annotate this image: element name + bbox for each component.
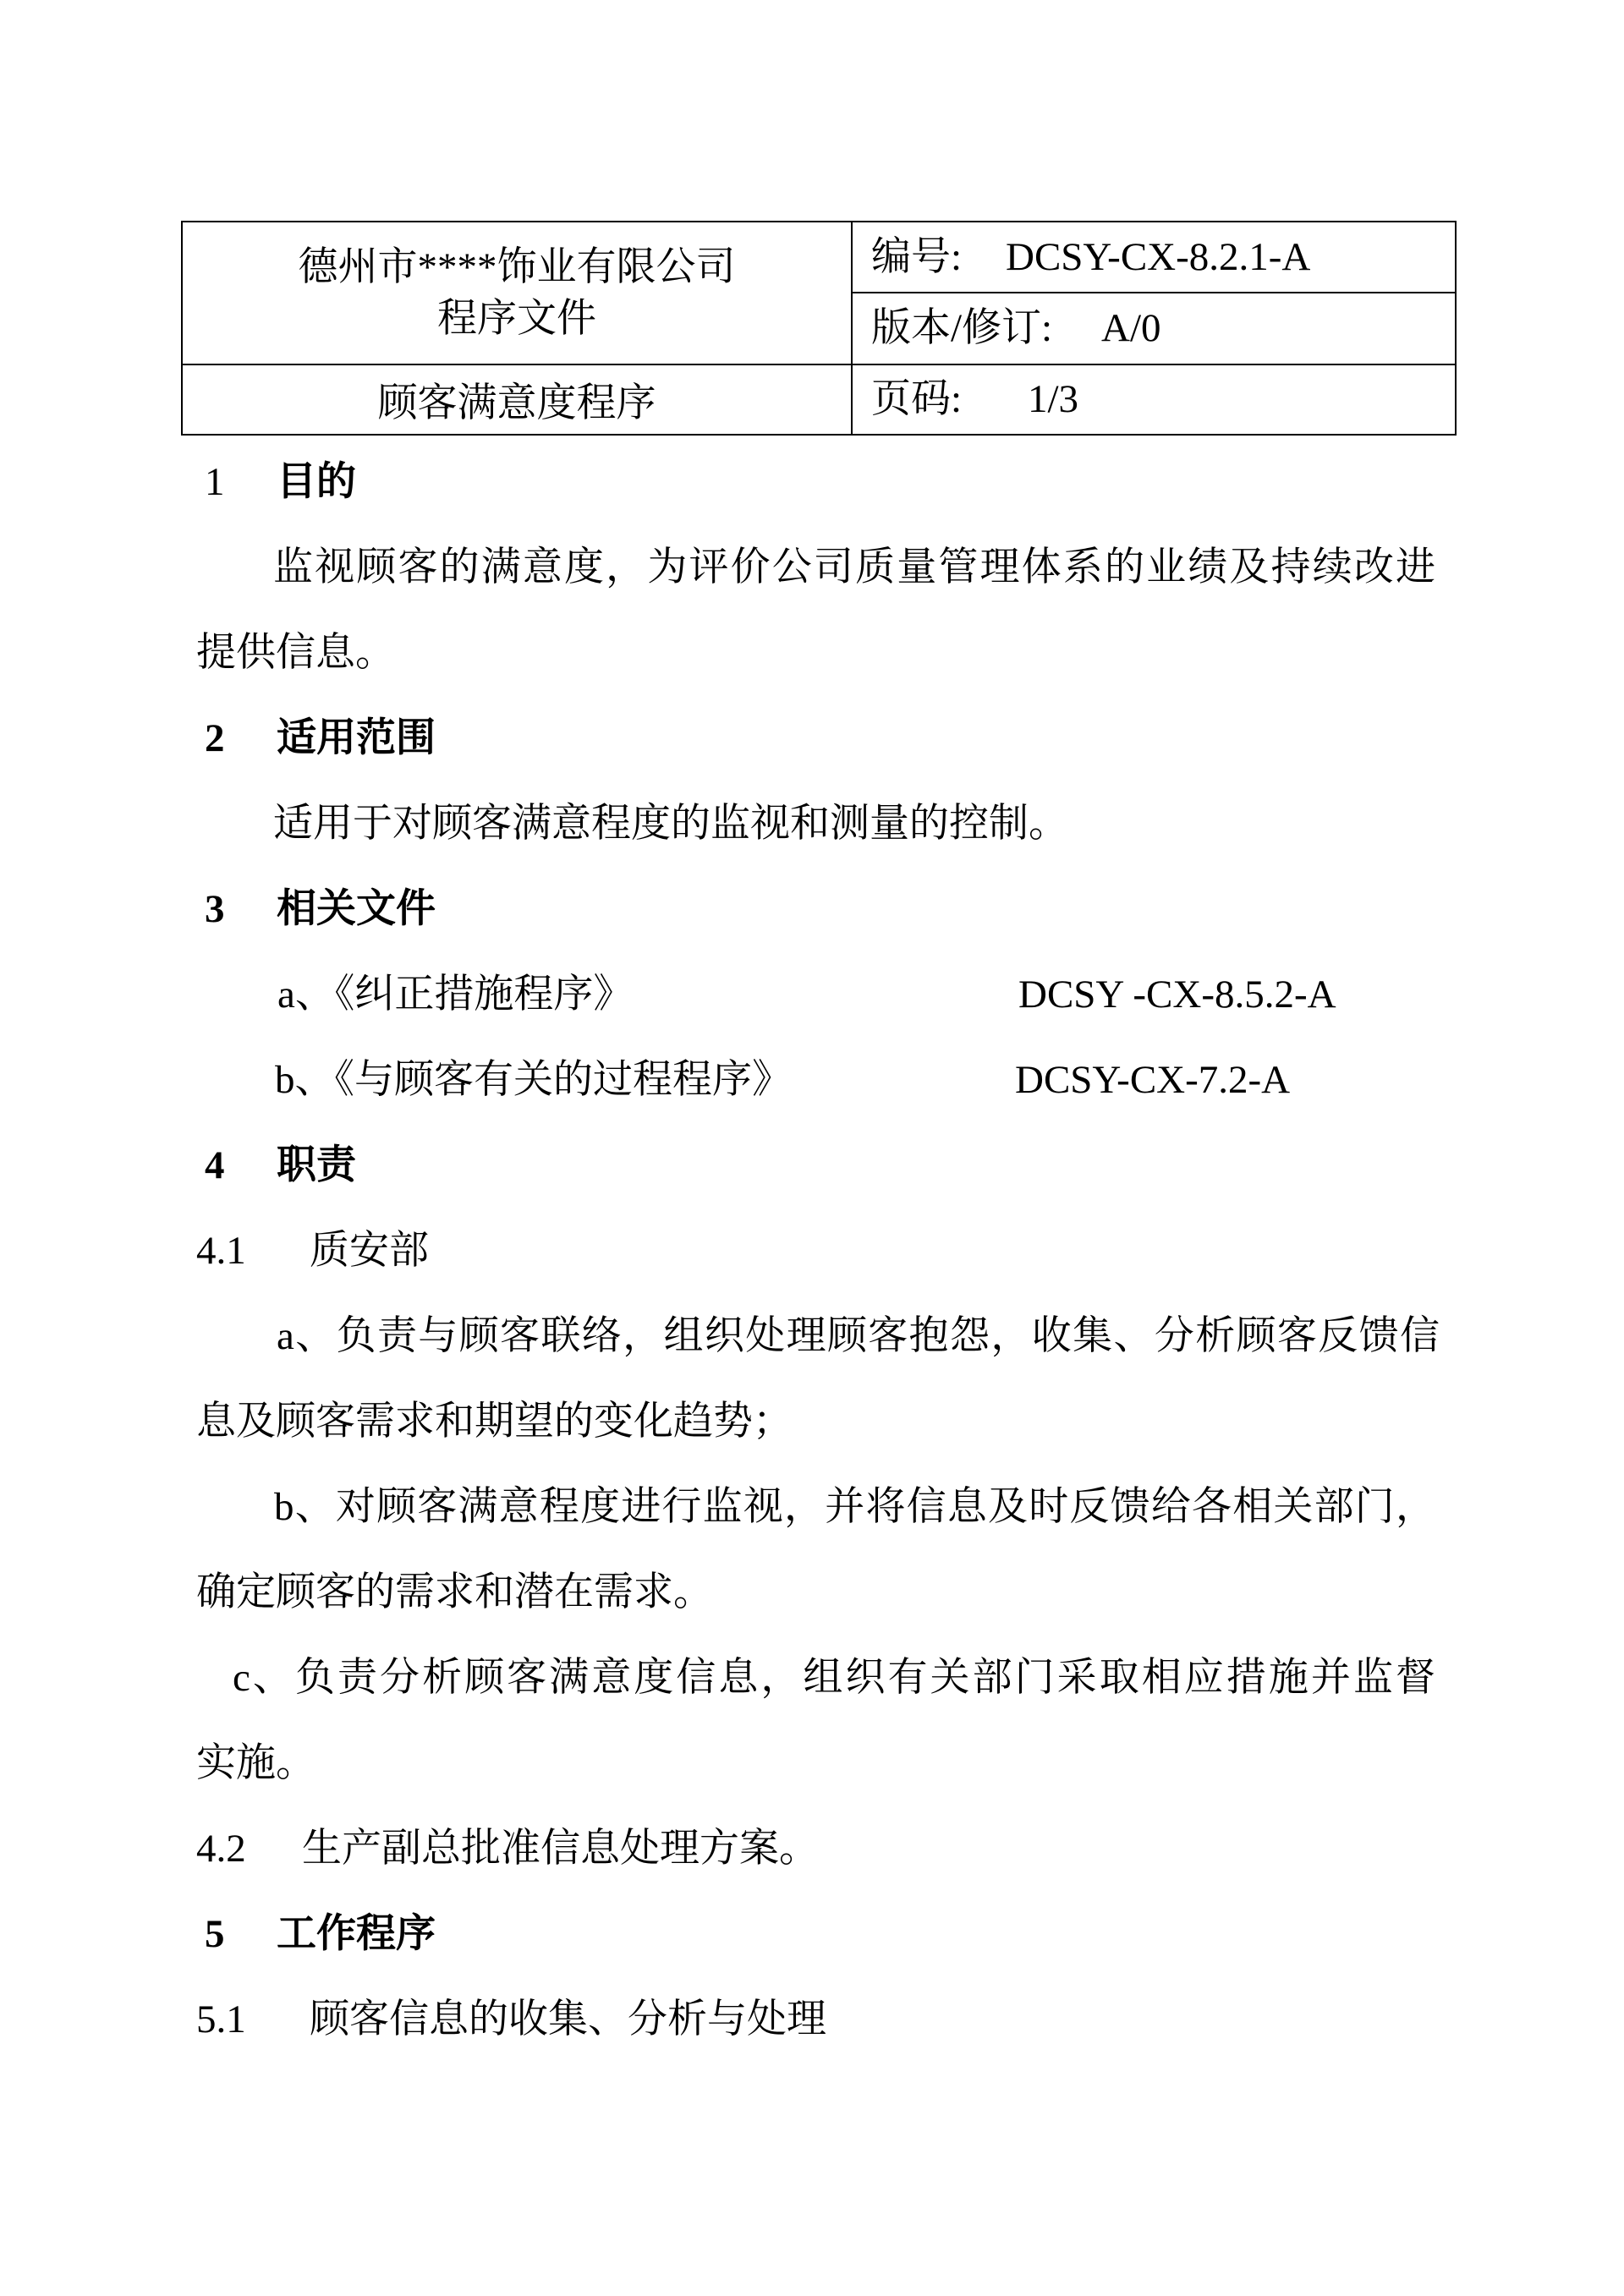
list-item-line <box>196 1379 1440 1465</box>
section-heading <box>196 1892 1440 1977</box>
version-label: 版本/修订: <box>871 306 1053 350</box>
list-item-line <box>196 1294 1440 1379</box>
list-item-text: b、对顾客满意程度进行监视，并将信息及时反馈给各相关部门， <box>274 1485 1435 1529</box>
section-number: 5 <box>205 1912 225 1956</box>
reference-name: a、《纠正措施程序》 <box>277 973 634 1016</box>
reference-item <box>196 952 1440 1038</box>
section-number: 1 <box>205 460 225 504</box>
subsection-heading <box>196 1208 1440 1294</box>
section-title: 目的 <box>277 460 356 504</box>
reference-code: DCSY-CX-7.2-A <box>1015 1058 1291 1102</box>
section-number: 2 <box>205 716 225 760</box>
page-label: 页码: <box>871 377 963 421</box>
list-item-text: 确定顾客的需求和潜在需求。 <box>196 1570 713 1614</box>
subsection-text: 生产副总批准信息处理方案。 <box>302 1827 819 1871</box>
section-title: 适用范围 <box>277 716 436 760</box>
subsection-heading <box>196 1806 1440 1892</box>
subsection-heading <box>196 1977 1440 2063</box>
procedure-title: 顾客满意度程序 <box>377 381 656 425</box>
section-title: 相关文件 <box>277 887 436 931</box>
paragraph-line <box>196 525 1440 611</box>
reference-code: DCSY -CX-8.5.2-A <box>1018 973 1336 1016</box>
section-heading <box>196 696 1440 781</box>
subsection-number: 4.2 <box>196 1827 246 1871</box>
section-title: 工作程序 <box>277 1912 436 1956</box>
list-item-line <box>196 1465 1440 1550</box>
company-name: 德州市****饰业有限公司 <box>298 244 736 289</box>
section-heading <box>196 867 1440 952</box>
list-item-line <box>196 1636 1440 1721</box>
list-item-text: 实施。 <box>196 1741 315 1785</box>
subsection-title: 质安部 <box>310 1229 429 1273</box>
paragraph-text: 适用于对顾客满意程度的监视和测量的控制。 <box>273 802 1068 846</box>
reference-item <box>196 1038 1440 1123</box>
list-item-line <box>196 1721 1440 1806</box>
section-heading <box>196 440 1440 525</box>
section-number: 3 <box>205 887 225 931</box>
subsection-number: 5.1 <box>196 1997 246 2041</box>
paragraph-line <box>196 781 1440 867</box>
number-label: 编号: <box>871 235 963 279</box>
version-value: A/0 <box>1101 306 1161 350</box>
paragraph-text: 监视顾客的满意度，为评价公司质量管理体系的业绩及持续改进 <box>273 545 1435 589</box>
page-value: 1/3 <box>1028 377 1079 421</box>
list-item-line <box>196 1550 1440 1636</box>
header-page-cell <box>853 365 1455 434</box>
paragraph-line <box>196 611 1440 696</box>
reference-name: b、《与顾客有关的过程程序》 <box>275 1058 792 1102</box>
list-item-text: a、负责与顾客联络，组织处理顾客抱怨，收集、分析顾客反馈信 <box>277 1314 1440 1358</box>
section-heading <box>196 1123 1440 1208</box>
section-number: 4 <box>205 1143 225 1187</box>
list-item-text: c、负责分析顾客满意度信息，组织有关部门采取相应措施并监督 <box>233 1656 1435 1700</box>
header-table <box>181 221 1457 436</box>
subsection-number: 4.1 <box>196 1229 246 1273</box>
subsection-title: 顾客信息的收集、分析与处理 <box>310 1997 826 2041</box>
document-body <box>196 440 1440 2063</box>
header-number-cell <box>853 222 1455 292</box>
header-title-cell <box>183 365 851 434</box>
paragraph-text: 提供信息。 <box>196 631 395 675</box>
list-item-text: 息及顾客需求和期望的变化趋势； <box>196 1400 793 1444</box>
section-title: 职责 <box>277 1143 356 1187</box>
header-version-cell <box>853 293 1455 364</box>
document-type: 程序文件 <box>437 296 596 341</box>
number-value: DCSY-CX-8.2.1-A <box>1006 235 1311 279</box>
header-company-cell <box>183 222 851 364</box>
